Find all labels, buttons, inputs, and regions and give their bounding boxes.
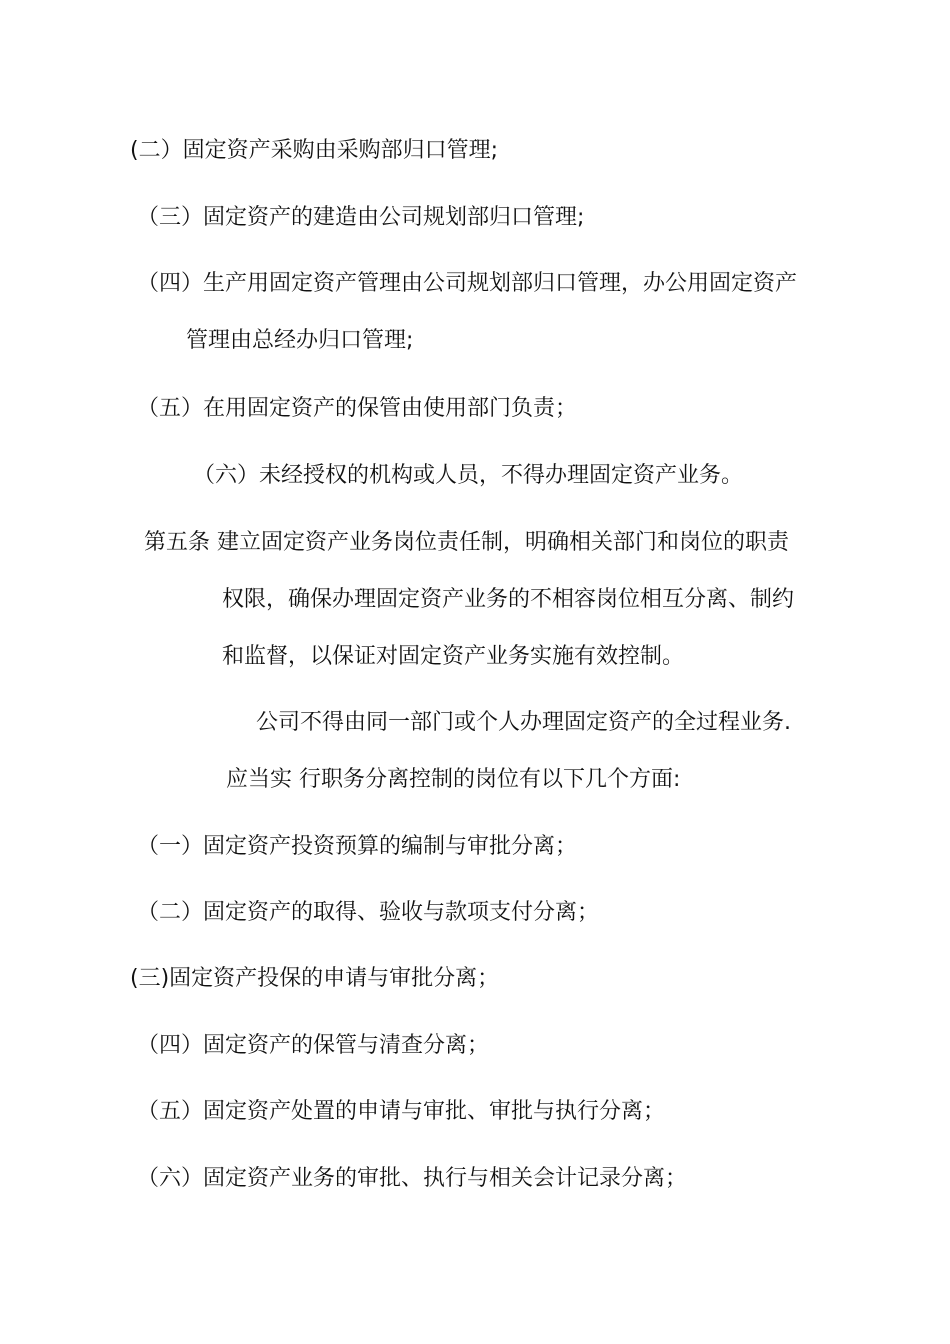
sep-item-6: （六）固定资产业务的审批、执行与相关会计记录分离；: [137, 1166, 688, 1191]
line-item-4-continuation: 管理由总经办归口管理;: [186, 328, 414, 353]
sep-item-3: (三)固定资产投保的申请与审批分离；: [130, 966, 500, 991]
article-5-heading: 第五条 建立固定资产业务岗位责任制，明确相关部门和岗位的职责: [144, 530, 789, 555]
sep-item-2: （二）固定资产的取得、验收与款项支付分离；: [137, 900, 600, 925]
line-item-4-management: （四）生产用固定资产管理由公司规划部归口管理，办公用固定资产: [137, 271, 798, 296]
sep-item-5: （五）固定资产处置的申请与审批、审批与执行分离；: [137, 1099, 666, 1124]
article-5-continuation-2: 和监督，以保证对固定资产业务实施有效控制。: [222, 644, 685, 669]
line-item-6-authorization: （六）未经授权的机构或人员，不得办理固定资产业务。: [193, 463, 744, 488]
paragraph-whole-process: 公司不得由同一部门或个人办理固定资产的全过程业务.: [256, 710, 791, 735]
line-item-2-purchase: (二）固定资产采购由采购部归口管理;: [130, 138, 498, 163]
line-item-5-custody: （五）在用固定资产的保管由使用部门负责；: [137, 396, 578, 421]
sep-item-1: （一）固定资产投资预算的编制与审批分离；: [137, 834, 578, 859]
sep-item-4: （四）固定资产的保管与清查分离；: [137, 1033, 490, 1058]
article-5-continuation-1: 权限，确保办理固定资产业务的不相容岗位相互分离、制约: [222, 587, 795, 612]
line-item-3-construction: （三）固定资产的建造由公司规划部归口管理;: [137, 205, 585, 230]
paragraph-separation-intro: 应当实 行职务分离控制的岗位有以下几个方面:: [226, 767, 681, 792]
